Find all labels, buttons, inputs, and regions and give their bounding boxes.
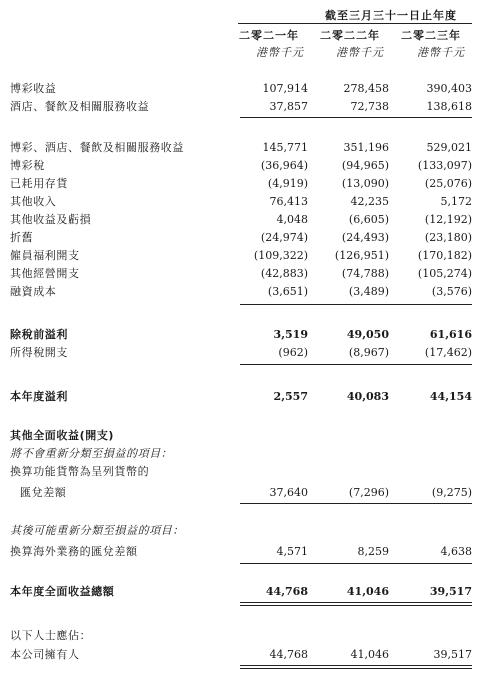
total-double-rule [240, 602, 472, 606]
value-2022: (8,967) [348, 346, 389, 359]
value-2022: 351,196 [343, 141, 389, 154]
row-label: 本公司擁有人 [10, 648, 80, 661]
row-label: 已耗用存貨 [10, 177, 68, 190]
value-2021: (3,651) [267, 285, 308, 298]
year-header-2021: 二零二一年 [239, 29, 299, 42]
value-2021: 145,771 [262, 141, 308, 154]
total-double-rule [240, 665, 472, 669]
value-2023: (12,192) [424, 213, 472, 226]
value-2023: (25,076) [424, 177, 472, 190]
row-translation-line1 [0, 464, 480, 480]
row-label: 博彩收益 [10, 82, 57, 95]
value-2023: (3,576) [431, 285, 472, 298]
value-2021: (36,964) [260, 159, 308, 172]
row-label: 融資成本 [10, 285, 57, 298]
value-2022: 278,458 [343, 82, 389, 95]
row-profit-for-year [0, 389, 480, 405]
value-2021: 76,413 [269, 195, 308, 208]
subtotal-rule [240, 563, 472, 564]
unit-label-2022: 港幣千元 [336, 46, 384, 59]
subtotal-rule [240, 364, 472, 365]
row-label: 博彩、酒店、餐飲及相關服務收益 [10, 141, 184, 154]
row-inventories-consumed [0, 176, 480, 192]
value-2022: 42,235 [350, 195, 389, 208]
row-total-comprehensive-income [0, 584, 480, 600]
value-2021: (962) [278, 346, 308, 359]
row-label: 本年度全面收益總額 [10, 585, 115, 598]
year-header-2022: 二零二二年 [320, 29, 380, 42]
row-depreciation [0, 230, 480, 246]
value-2022: (6,605) [348, 213, 389, 226]
row-label: 折舊 [10, 231, 34, 244]
unit-label-2023: 港幣千元 [417, 46, 465, 59]
value-2021: 4,048 [276, 213, 308, 226]
row-label: 其他全面收益(開支) [10, 429, 115, 442]
value-2022: 41,046 [346, 585, 389, 598]
value-2023: 61,616 [429, 328, 472, 341]
row-other-operating-expenses [0, 266, 480, 282]
value-2021: 4,571 [276, 545, 308, 558]
row-attributable-heading [0, 628, 480, 644]
row-label: 博彩稅 [10, 159, 45, 172]
unit-label-2021: 港幣千元 [256, 46, 304, 59]
row-gaming-tax [0, 158, 480, 174]
value-2022: (24,493) [341, 231, 389, 244]
value-2022: (7,296) [348, 486, 389, 499]
row-employee-benefits [0, 248, 480, 264]
row-label: 本年度溢利 [10, 390, 68, 403]
row-gaming-revenue [0, 81, 480, 97]
row-label: 所得稅開支 [10, 346, 68, 359]
value-2021: (4,919) [267, 177, 308, 190]
row-may-be-reclassified-heading [0, 523, 480, 539]
value-2023: 529,021 [426, 141, 472, 154]
row-label: 將不會重新分類至損益的項目： [10, 447, 173, 460]
row-total-revenue [0, 140, 480, 156]
value-2021: (109,322) [253, 249, 308, 262]
row-label: 除稅前溢利 [10, 328, 68, 341]
row-profit-before-tax [0, 327, 480, 343]
value-2023: 39,517 [433, 648, 472, 661]
subtotal-rule [240, 503, 472, 504]
subtotal-rule [240, 117, 472, 118]
value-2023: (170,182) [417, 249, 472, 262]
value-2022: 49,050 [346, 328, 389, 341]
value-2022: (74,788) [341, 267, 389, 280]
value-2023: (9,275) [431, 486, 472, 499]
row-label: 匯兌差額 [20, 486, 67, 499]
value-2022: 8,259 [357, 545, 389, 558]
value-2022: (13,090) [341, 177, 389, 190]
value-2021: 44,768 [265, 585, 308, 598]
row-label: 其他收益及虧損 [10, 213, 92, 226]
subtotal-rule [240, 304, 472, 305]
row-label: 其他經營開支 [10, 267, 80, 280]
value-2022: (94,965) [341, 159, 389, 172]
value-2023: 138,618 [426, 100, 472, 113]
row-label: 僱員福利開支 [10, 249, 80, 262]
value-2022: 41,046 [350, 648, 389, 661]
value-2023: (17,462) [424, 346, 472, 359]
value-2023: 4,638 [440, 545, 472, 558]
row-label: 其後可能重新分類至損益的項目： [10, 524, 184, 537]
period-underline [238, 23, 472, 24]
value-2022: (126,951) [334, 249, 389, 262]
value-2023: (23,180) [424, 231, 472, 244]
value-2023: (105,274) [417, 267, 472, 280]
row-finance-costs [0, 284, 480, 300]
row-oci-heading [0, 428, 480, 444]
value-2023: (133,097) [417, 159, 472, 172]
value-2023: 39,517 [429, 585, 472, 598]
value-2023: 5,172 [440, 195, 472, 208]
period-heading: 截至三月三十一日止年度 [325, 9, 457, 22]
row-label: 換算功能貨幣為呈列貨幣的 [10, 465, 150, 478]
row-income-tax [0, 345, 480, 361]
row-label: 其他收入 [10, 195, 57, 208]
row-owners-of-company [0, 647, 480, 663]
value-2021: 44,768 [269, 648, 308, 661]
row-foreign-operations-translation [0, 544, 480, 560]
value-2022: (3,489) [348, 285, 389, 298]
row-label: 換算海外業務的匯兌差額 [10, 545, 138, 558]
value-2021: 107,914 [262, 82, 308, 95]
value-2021: 37,857 [269, 100, 308, 113]
value-2021: (24,974) [260, 231, 308, 244]
value-2023: 44,154 [429, 390, 472, 403]
value-2021: 3,519 [273, 328, 308, 341]
row-translation-differences [0, 485, 480, 501]
value-2021: 2,557 [273, 390, 308, 403]
row-other-income [0, 194, 480, 210]
row-label: 以下人士應佔： [10, 629, 92, 642]
year-header-2023: 二零二三年 [401, 29, 461, 42]
value-2022: 72,738 [350, 100, 389, 113]
row-other-gains-losses [0, 212, 480, 228]
row-label: 酒店、餐飲及相關服務收益 [10, 100, 150, 113]
value-2023: 390,403 [426, 82, 472, 95]
row-not-reclassified-heading [0, 446, 480, 462]
value-2021: 37,640 [269, 486, 308, 499]
value-2022: 40,083 [346, 390, 389, 403]
row-hotel-fnb-revenue [0, 99, 480, 115]
value-2021: (42,883) [260, 267, 308, 280]
